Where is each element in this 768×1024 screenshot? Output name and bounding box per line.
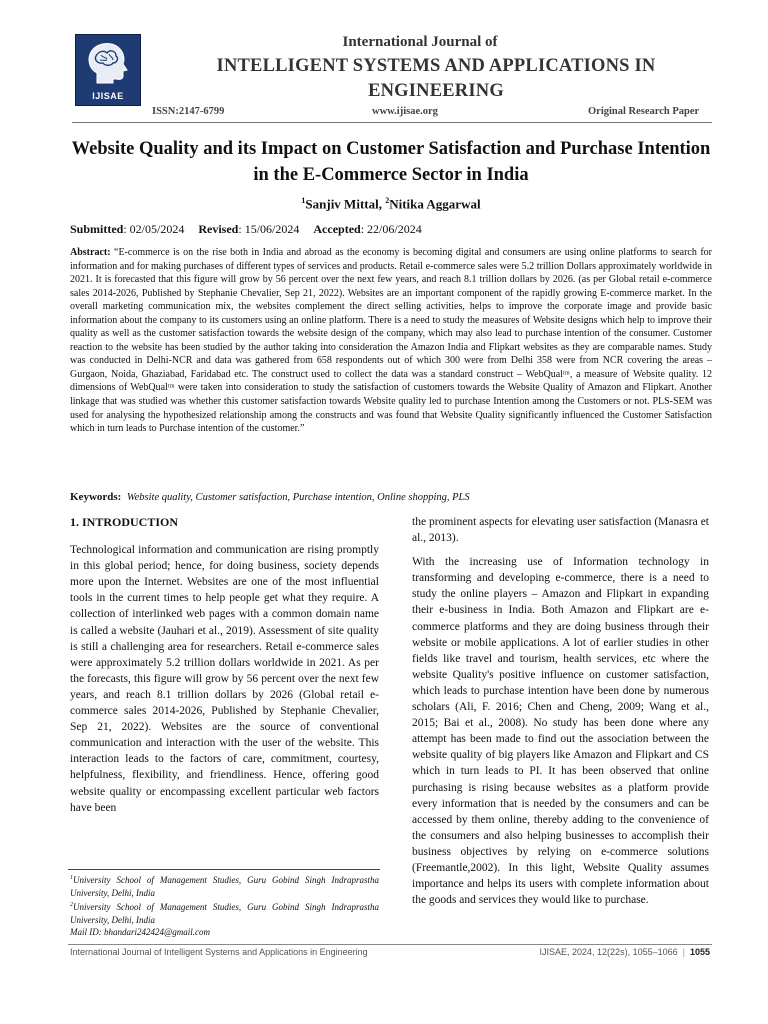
author-2-sup: 2 xyxy=(385,196,390,205)
paper-type: Original Research Paper xyxy=(588,106,700,117)
affiliation-1-text: University School of Management Studies, Guru Gobind Singh Indraprastha University, Delhi, India xyxy=(70,875,379,898)
abstract-label: Abstract: xyxy=(70,247,111,258)
right-column xyxy=(412,514,709,916)
footer-citation xyxy=(520,947,710,957)
intro-paragraph-2: the prominent aspects for elevating user satisfaction (Manasra et al., 2013). xyxy=(412,516,709,545)
affiliation-2 xyxy=(70,899,379,926)
accepted-label: Accepted xyxy=(313,222,361,236)
submitted-date: : 02/05/2024 xyxy=(123,222,185,236)
footnotes xyxy=(70,872,379,939)
brain-head-icon xyxy=(83,39,133,85)
author-separator: , xyxy=(378,196,386,212)
header-divider xyxy=(72,122,712,123)
logo-text: IJISAE xyxy=(92,91,124,101)
keywords-label: Keywords: xyxy=(70,491,122,503)
page-number: 1055 xyxy=(689,947,710,957)
journal-prefix: International Journal of xyxy=(342,34,498,50)
author-2-name: Nitika Aggarwal xyxy=(389,196,481,212)
keywords-list: Website quality, Customer satisfaction, Purchase intention, Online shopping, PLS xyxy=(126,492,470,503)
intro-paragraph-3: With the increasing use of Information technology in transforming and developing e-commerce, there is a need to study the online players – Amazon and Flipkart in expanding their e-business in India. Both Amazon and Flipkart are e-commerce platforms and they are doing business through their website or mobile applications. A lot of earlier studies in other fields like travel and tourism, health services, etc where the website Quality's positive influence on customer satisfaction, which leads to purchase intention have been done by numerous scholars (Ali, F. 2016; Chen and Cheng, 2009; Wang et al., 2015; Bai et al., 2008). No study has been done where any attempt has been made to find out the association between the website quality of big players like Amazon and Flipkart and CS which in turn leads to PI. It has been observed that online purchasing is rising because websites as a platform provide every information that is needed by the consumers and can be accessed by them online, thereby adding to the convenience of the consumers and also helping businesses to accomplish their business objectives by relying on e-commerce solutions (Freemantle,2002). In this light, Website Quality assumes importance and helps its users with complete information about the goods and services they would like to purchase. xyxy=(412,556,709,907)
section-heading: 1. INTRODUCTION xyxy=(70,515,179,529)
contact-email[interactable]: Mail ID: bhandari242424@gmail.com xyxy=(70,927,211,937)
left-column xyxy=(70,514,379,824)
paper-title: Website Quality and its Impact on Customer Satisfaction and Purchase Intention in the E-Commerce Sector in India xyxy=(71,139,711,185)
citation-text: IJISAE, 2024, 12(22s), 1055–1066 xyxy=(539,947,678,957)
footer-journal: International Journal of Intelligent Systems and Applications in Engineering xyxy=(70,947,368,957)
footnote-divider xyxy=(68,869,380,870)
revised-label: Revised xyxy=(198,222,239,236)
abstract-text: “E-commerce is on the rise both in India and abroad as the economy is becoming digital and consumers are using online platforms to search for information and for making purchases of different types of services and products. Retail e-commerce sales were 5.2 trillion Dollars approximately worldwide in 2021. It is forecasted that this figure will grow by 56 percent over the next few years, and reach 8.1 trillion dollars by 2026. (as per Global retail e-commerce sales 2014-2026, Published by Stephanie Chevalier, Sep 21, 2022). Websites are an important component of the rapidly growing E-commerce market. In the overall marketing communication mix, the websites complement the direct selling activities, helps to improve the corporate image and provide basic information about the company to its customers using an online platform. There is a need to study the measures of Website designs which help to improve their quality as well as the customer satisfaction towards the website design of the company, which may also lead to purchase intention of the consumer. Customer reaction to the website has been studied by the author taking into consideration the Amazon India and Flipkart websites as they are comparable names. Study was conducted in Delhi-NCR and data was gathered from 658 respondents out of which 300 were from Delhi 358 were from NCR covering the areas – Gurgaon, Noida, Ghaziabad, Faridabad etc. The construct used to collect the data was a standard construct – WebQualᵗᵐ, a measure of Website quality. 12 dimensions of WebQualᵗᵐ were taken into consideration to study the satisfaction of customers towards the Website Quality of Amazon and Flipkart. Another linkage that was studied was whether this customer satisfaction towards Website quality led to purchase Intention among the Customers or not. PLS-SEM was used for analysing the hypothesized relationship among the constructs and was found that Website Quality significantly influenced the Customer Satisfaction which in turn leads to Purchase intention of the customer.” xyxy=(70,247,712,435)
journal-name: INTELLIGENT SYSTEMS AND APPLICATIONS IN ENGINEERING xyxy=(216,56,656,101)
submission-dates xyxy=(70,222,422,237)
author-1-sup: 1 xyxy=(301,196,306,205)
submitted-label: Submitted xyxy=(70,222,124,236)
accepted-date: : 22/06/2024 xyxy=(360,222,422,236)
affiliation-2-text: University School of Management Studies, Guru Gobind Singh Indraprastha University, Delhi, India xyxy=(70,902,379,925)
footer-divider xyxy=(68,944,712,945)
author-list xyxy=(70,196,712,212)
journal-logo xyxy=(75,34,141,106)
journal-website-link[interactable]: www.ijisae.org xyxy=(372,106,438,117)
footer-separator: | xyxy=(682,947,685,957)
affiliation-1-sup: 1 xyxy=(70,875,73,881)
affiliation-1 xyxy=(70,872,379,899)
intro-paragraph-1: Technological information and communication are rising promptly in this global period; hence, for doing business, society depends more upon the Internet. Websites are one of the most influential tools in the current times to help people get what they require. A collection of interlinked web pages with a common domain name is called a website (Jauhari et al., 2019). Assessment of site quality is still a challenging area for researchers. Retail e-commerce sales were approximately 5.2 trillion dollars worldwide in 2021. As per the forecasts, this figure will grow by 56 percent over the next few years, and reach 8.1 trillion dollars by 2026 (Global retail e-commerce sales 2014-2026, Published by Stephanie Chevalier, Sep 21, 2022). Websites are the source of conventional communication and interaction with the user of the website. This interaction leads to the factors of care, commitment, courtesy, helpfulness, flexibility, and friendliness. Hence, offering good website quality or encompassing excellent particular web factors have been xyxy=(70,544,379,814)
author-1-name: Sanjiv Mittal xyxy=(305,196,379,212)
revised-date: : 15/06/2024 xyxy=(238,222,300,236)
keywords xyxy=(70,491,712,503)
affiliation-2-sup: 2 xyxy=(70,902,73,908)
issn: ISSN:2147-6799 xyxy=(152,106,225,117)
abstract xyxy=(70,246,712,436)
